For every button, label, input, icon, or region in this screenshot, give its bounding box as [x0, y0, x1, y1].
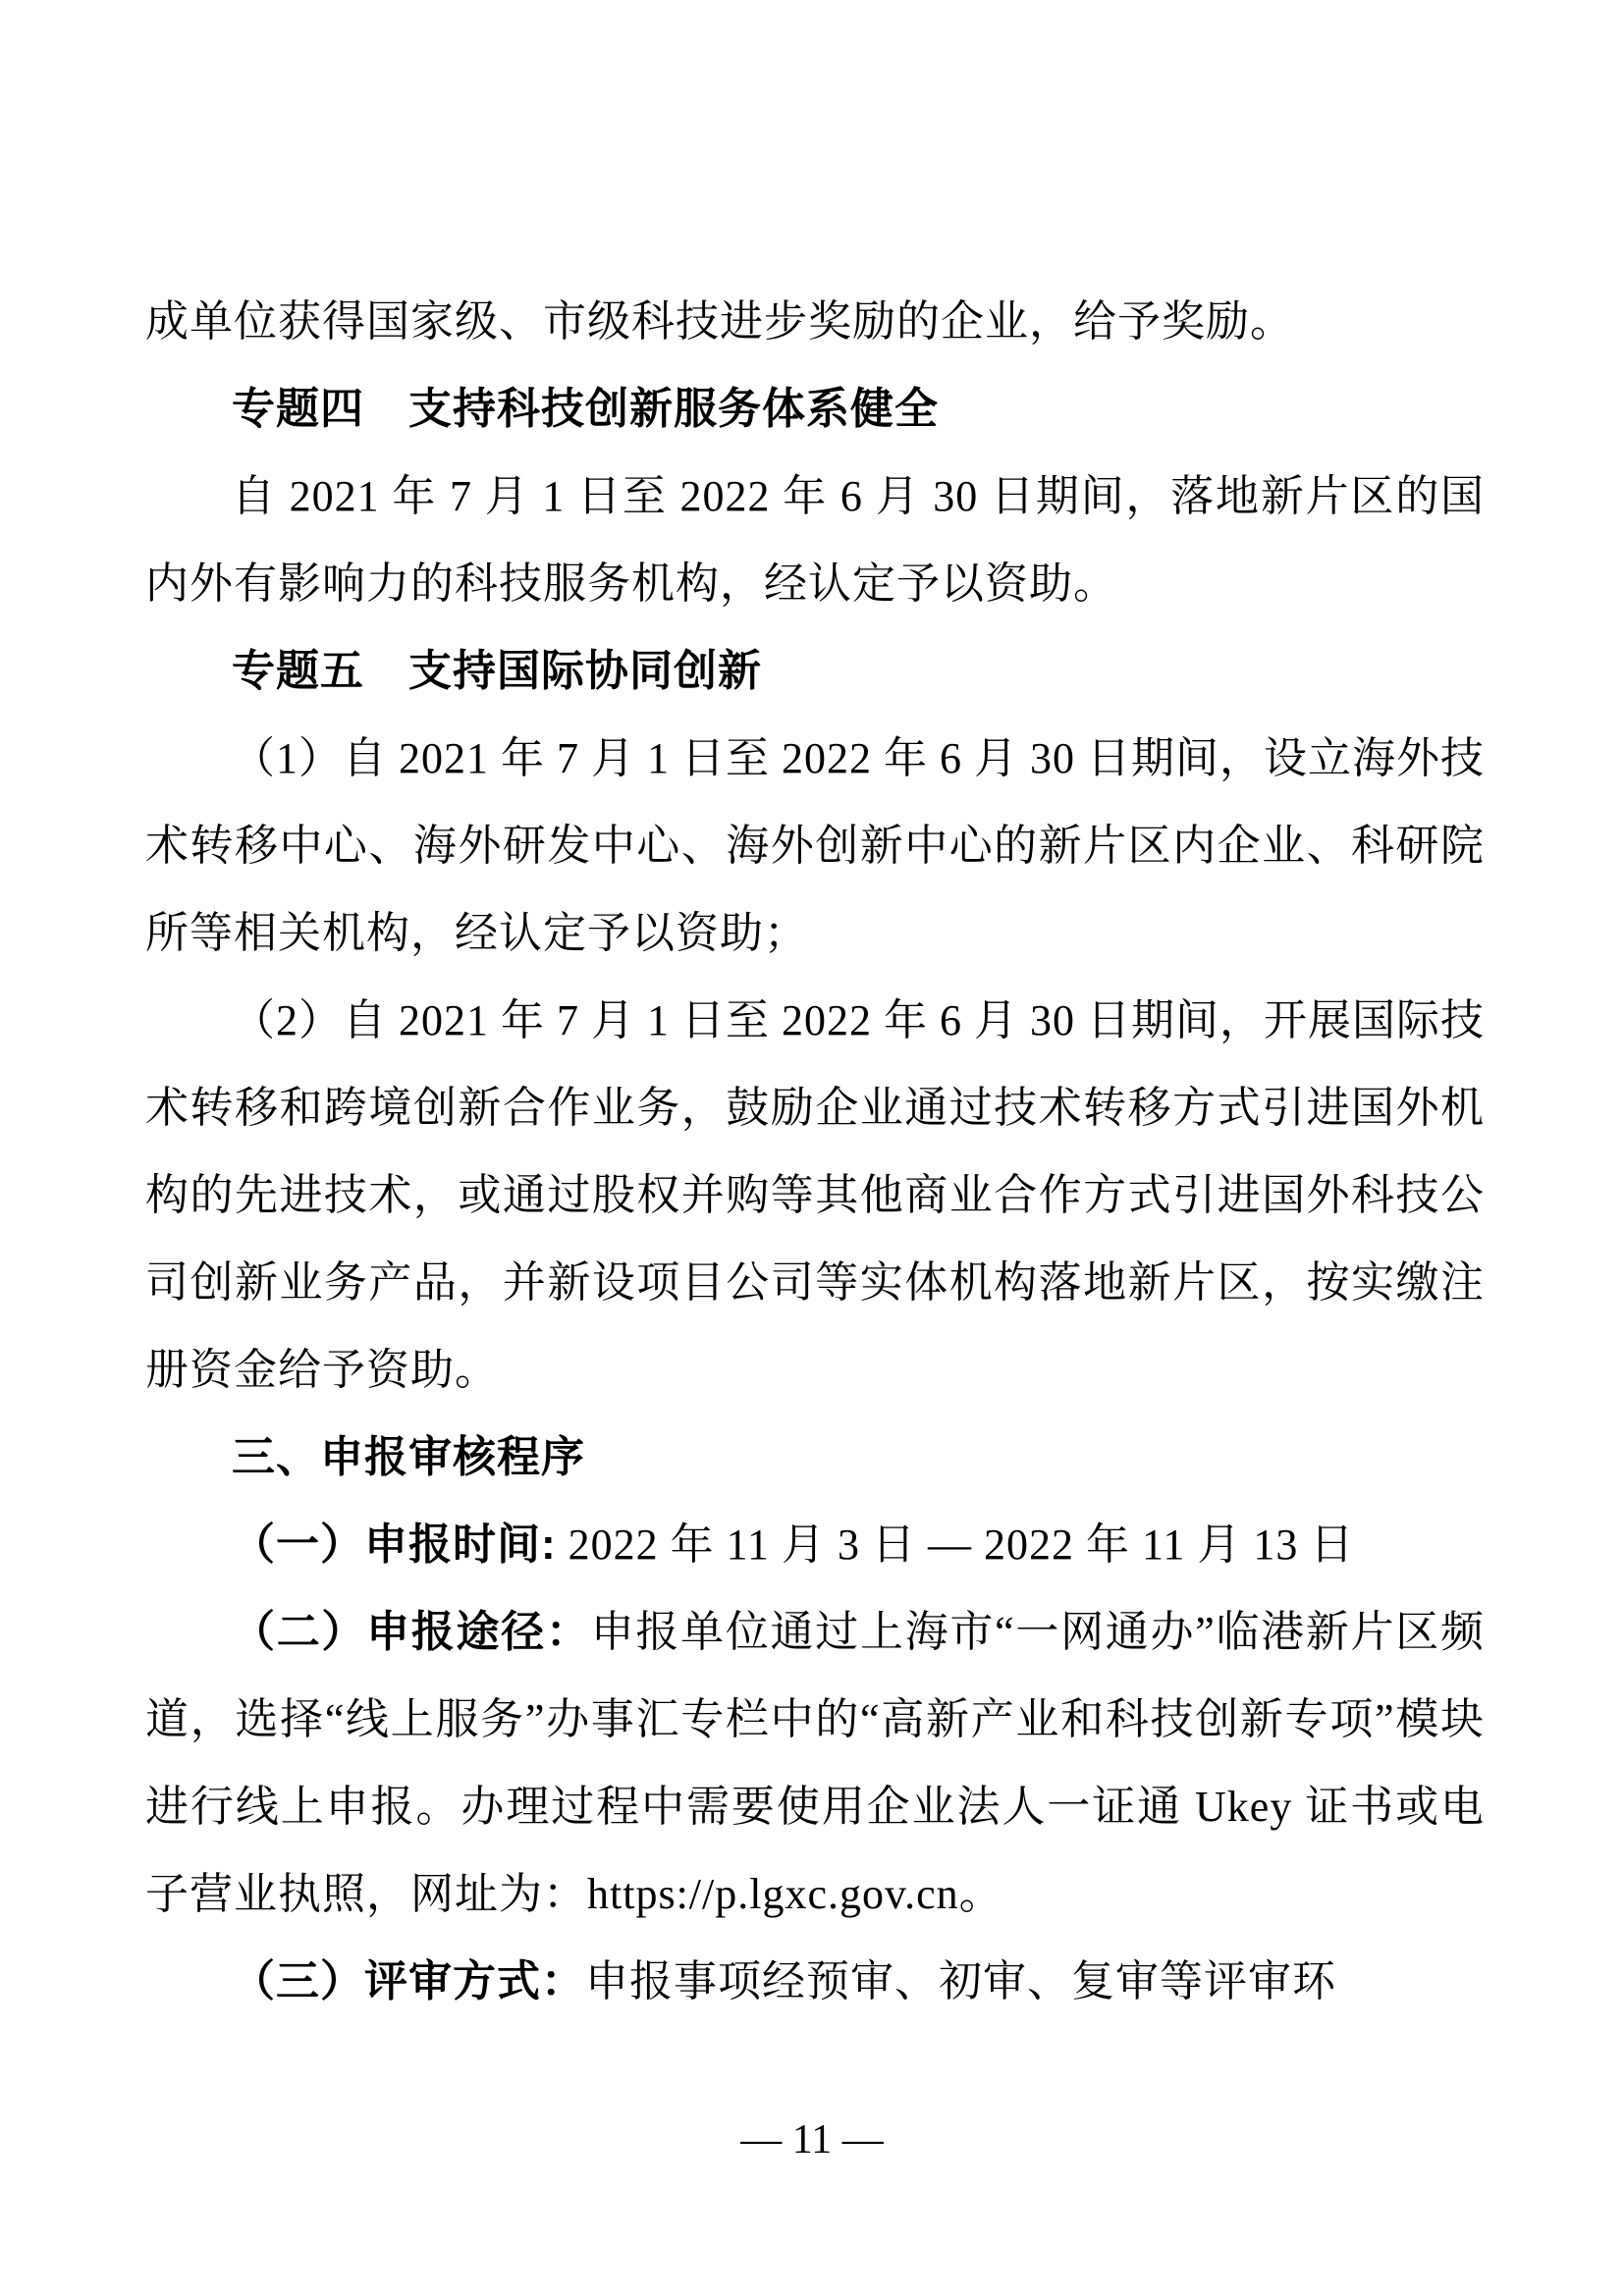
- page-footer: [0, 2117, 1624, 2163]
- paragraph-award-continuation: 成单位获得国家级、市级科技进步奖励的企业，给予奖励。: [145, 297, 1294, 346]
- review-method-label: （三）评审方式：: [232, 1957, 585, 2005]
- paragraph-topic-4: 自 2021 年 7 月 1 日至 2022 年 6 月 30 日期间，落地新片区的国内外有影响力的科技服务机构，经认定予以资助。: [145, 472, 1485, 608]
- paragraph-review-method: [145, 1938, 1485, 2025]
- page-content: [145, 278, 1485, 2025]
- page-number: — 11 —: [740, 2117, 884, 2163]
- heading-topic-5: 专题五 支持国际协同创新: [232, 647, 762, 695]
- heading-topic-4: 专题四 支持科技创新服务体系健全: [232, 385, 939, 433]
- application-time-value: 2022 年 11 月 3 日 — 2022 年 11 月 13 日: [556, 1521, 1355, 1569]
- paragraph-application-channel: [145, 1588, 1485, 1938]
- paragraph-topic-5-item-2: （2）自 2021 年 7 月 1 日至 2022 年 6 月 30 日期间，开展国际技术转移和跨境创新合作业务，鼓励企业通过技术转移方式引进国外机构的先进技术，或通过股权并购等其他商业合作方式引进国外科技公司创新业务产品，并新设项目公司等实体机构落地新片区，按实缴注册资金给予资助。: [145, 996, 1485, 1394]
- heading-section-3-application-review: 三、申报审核程序: [232, 1433, 585, 1481]
- paragraph-topic-5-item-1: （1）自 2021 年 7 月 1 日至 2022 年 6 月 30 日期间，设立海外技术转移中心、海外研发中心、海外创新中心的新片区内企业、科研院所等相关机构，经认定予以资助；: [145, 734, 1485, 957]
- application-channel-text: 申报单位通过上海市“一网通办”临港新片区频道，选择“线上服务”办事汇专栏中的“高新产业和科技创新专项”模块进行线上申报。办理过程中需要使用企业法人一证通 Ukey 证书或电子营业执照，网址为：https://p.lgxc.gov.cn。: [145, 1608, 1486, 1918]
- application-time-label: （一）申报时间:: [232, 1521, 557, 1569]
- application-channel-label: （二）申报途径：: [232, 1608, 591, 1656]
- review-method-text: 申报事项经预审、初审、复审等评审环: [585, 1957, 1336, 2005]
- paragraph-application-time: [145, 1501, 1485, 1588]
